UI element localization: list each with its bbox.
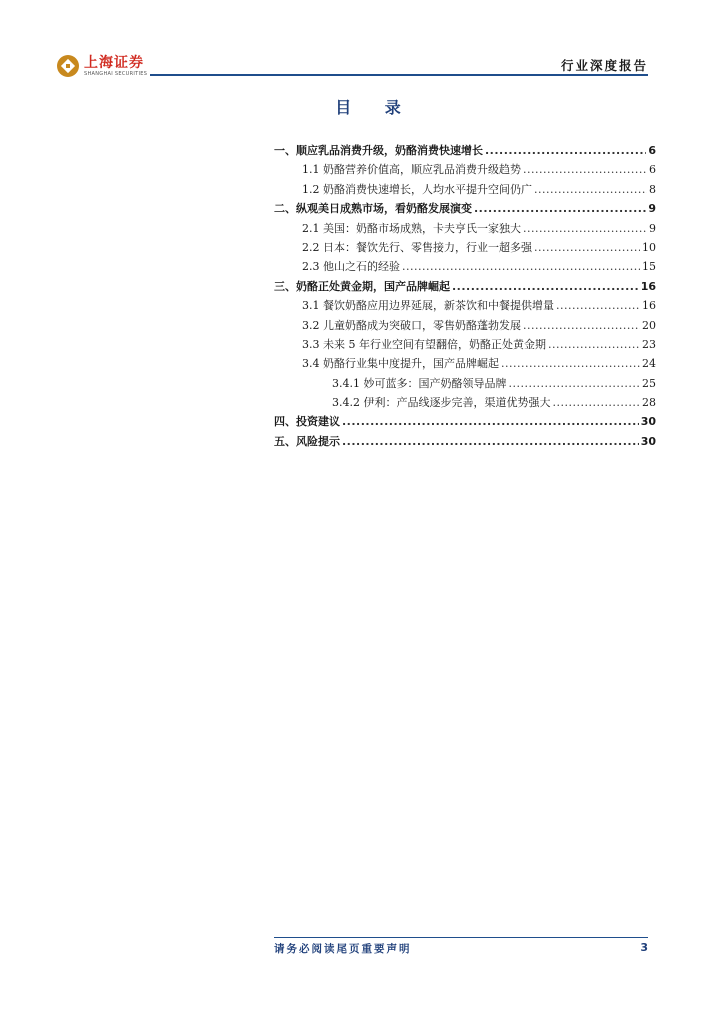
toc-entry-page: 6 — [649, 163, 656, 177]
toc-leader-dots — [402, 260, 640, 273]
toc-entry-page: 16 — [642, 299, 656, 313]
header-divider — [150, 74, 648, 76]
toc-leader-dots — [552, 396, 640, 409]
toc-entry-label: 3.2 儿童奶酪成为突破口，零售奶酪蓬勃发展 — [302, 318, 521, 332]
toc-leader-dots — [452, 280, 639, 293]
toc-entry-label: 3.3 未来 5 年行业空间有望翻倍，奶酪正处黄金期 — [302, 337, 546, 351]
toc-entry-label: 2.3 他山之石的经验 — [302, 260, 400, 274]
toc-entry-page: 6 — [648, 144, 656, 157]
toc-entry-page: 10 — [642, 240, 656, 254]
toc-leader-dots — [523, 319, 640, 332]
toc-entry-page: 16 — [640, 279, 656, 293]
logo-emblem-icon — [57, 55, 79, 77]
toc-entry[interactable] — [274, 336, 656, 355]
toc-entry-label: 五、风险提示 — [274, 434, 340, 448]
toc-entry-page: 8 — [649, 182, 656, 196]
toc-entry-page: 20 — [642, 318, 656, 332]
toc-leader-dots — [342, 435, 639, 448]
toc-entry[interactable] — [274, 317, 656, 336]
toc-entry[interactable] — [274, 433, 656, 452]
toc-entry-page: 25 — [642, 376, 656, 390]
toc-entry-page: 15 — [642, 260, 656, 274]
toc-entry-label: 1.2 奶酪消费快速增长，人均水平提升空间仍广 — [302, 182, 532, 196]
toc-entry[interactable] — [274, 278, 656, 297]
toc-entry[interactable] — [274, 394, 656, 413]
toc-entry[interactable] — [274, 297, 656, 316]
table-of-contents — [274, 142, 656, 452]
toc-leader-dots — [342, 415, 639, 428]
toc-entry-label: 3.4 奶酪行业集中度提升，国产品牌崛起 — [302, 357, 499, 371]
toc-entry-page: 24 — [642, 357, 656, 371]
toc-entry[interactable] — [274, 181, 656, 200]
page-number: 3 — [640, 941, 648, 954]
toc-entry-label: 三、奶酪正处黄金期，国产品牌崛起 — [274, 279, 450, 293]
toc-entry[interactable] — [274, 220, 656, 239]
toc-entry-label: 1.1 奶酪营养价值高，顺应乳品消费升级趋势 — [302, 163, 521, 177]
toc-entry-label: 3.1 餐饮奶酪应用边界延展，新茶饮和中餐提供增量 — [302, 299, 554, 313]
toc-leader-dots — [501, 357, 640, 370]
logo-cn-text: 上海证券 — [84, 54, 144, 71]
toc-entry[interactable] — [274, 161, 656, 180]
toc-entry-label: 一、顺应乳品消费升级，奶酪消费快速增长 — [274, 144, 483, 157]
toc-leader-dots — [534, 183, 647, 196]
toc-leader-dots — [474, 202, 646, 215]
toc-entry-label: 3.4.1 妙可蓝多：国产奶酪领导品牌 — [332, 376, 507, 390]
toc-entry[interactable] — [274, 413, 656, 432]
toc-entry-label: 二、纵观美日成熟市场，看奶酪发展演变 — [274, 202, 472, 216]
report-type: 行业深度报告 — [560, 58, 648, 73]
toc-entry-page: 23 — [642, 337, 656, 351]
toc-entry-label: 四、投资建议 — [274, 415, 340, 429]
toc-entry-label: 2.1 美国：奶酪市场成熟，卡夫亨氏一家独大 — [302, 221, 521, 235]
toc-entry-page: 28 — [642, 396, 656, 410]
toc-leader-dots — [508, 377, 640, 390]
toc-entry-label: 2.2 日本：餐饮先行、零售接力，行业一超多强 — [302, 240, 532, 254]
toc-leader-dots — [548, 338, 640, 351]
toc-leader-dots — [534, 241, 640, 254]
toc-entry[interactable] — [274, 375, 656, 394]
toc-leader-dots — [485, 144, 646, 157]
toc-entry[interactable] — [274, 200, 656, 219]
toc-entry[interactable] — [274, 239, 656, 258]
logo-en-text: SHANGHAI SECURITIES — [84, 70, 148, 77]
toc-entry-page: 30 — [640, 415, 656, 429]
toc-entry[interactable] — [274, 142, 656, 161]
toc-entry[interactable] — [274, 355, 656, 374]
toc-leader-dots — [523, 163, 647, 176]
toc-entry[interactable] — [274, 258, 656, 277]
toc-title: 目 录 — [335, 98, 415, 117]
footer-divider — [274, 937, 648, 938]
toc-entry-page: 9 — [648, 202, 656, 216]
toc-leader-dots — [523, 222, 647, 235]
footer-disclaimer: 请务必阅读尾页重要声明 — [274, 943, 412, 955]
toc-entry-label: 3.4.2 伊利：产品线逐步完善，渠道优势强大 — [332, 396, 551, 410]
company-logo — [57, 55, 147, 77]
toc-entry-page: 30 — [640, 434, 656, 448]
toc-entry-page: 9 — [649, 221, 656, 235]
toc-leader-dots — [556, 299, 640, 312]
